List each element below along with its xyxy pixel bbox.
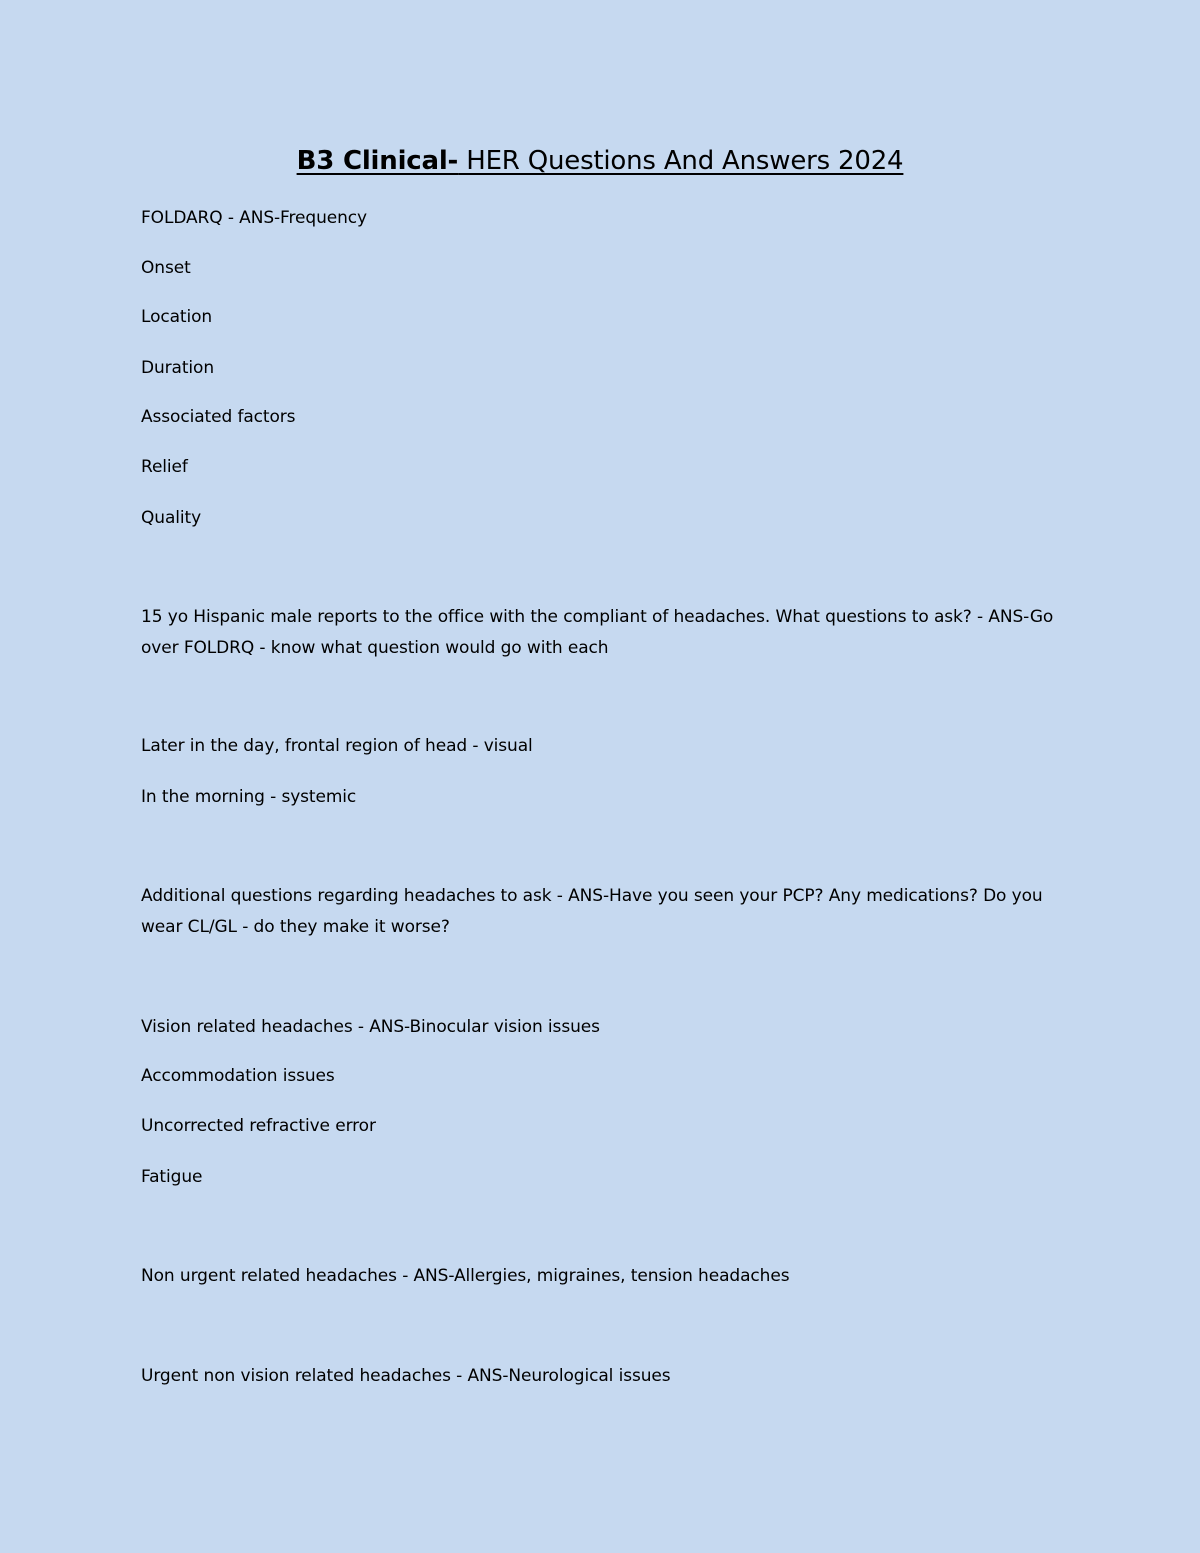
text-line: FOLDARQ - ANS-Frequency [141,208,367,228]
title-regular-part: HER Questions And Answers 2024 [458,146,904,176]
text-line: Relief [141,457,188,477]
text-line: Fatigue [141,1167,203,1187]
text-line: In the morning - systemic [141,787,357,807]
text-line: Urgent non vision related headaches - ANS-Neurological issues [141,1366,671,1386]
text-line: Location [141,307,213,327]
document-title [0,143,1200,179]
text-line: Later in the day, frontal region of head - visual [141,736,533,756]
text-line: Onset [141,258,191,278]
text-paragraph: 15 yo Hispanic male reports to the office with the compliant of headaches. What questions to ask? - ANS-Go over FOLDRQ - know what question would go with each [141,607,1054,658]
text-line: Associated factors [141,407,296,427]
text-line: Duration [141,358,215,378]
text-line: Uncorrected refractive error [141,1116,376,1136]
title-bold-part: B3 Clinical- [296,146,459,176]
text-paragraph: Additional questions regarding headaches to ask - ANS-Have you seen your PCP? Any medications? Do you wear CL/GL - do they make it worse? [141,886,1043,937]
text-line: Accommodation issues [141,1066,335,1086]
text-line: Quality [141,508,202,528]
text-line: Vision related headaches - ANS-Binocular vision issues [141,1017,600,1037]
text-line: Non urgent related headaches - ANS-Allergies, migraines, tension headaches [141,1266,790,1286]
